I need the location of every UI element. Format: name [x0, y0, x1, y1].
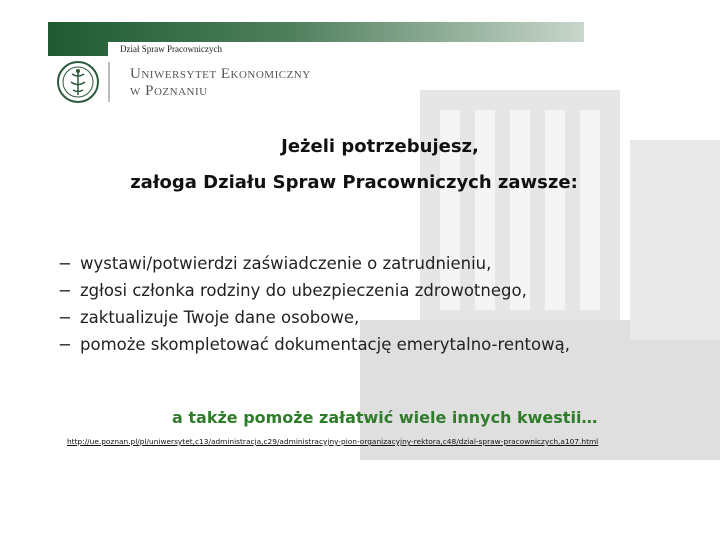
logo-divider [108, 62, 110, 102]
title-line-1: Jeżeli potrzebujesz, [281, 136, 479, 157]
dash-bullet-icon: − [58, 254, 72, 273]
list-item [58, 306, 570, 333]
list-item-text: zgłosi członka rodziny do ubezpieczenia zdrowotnego, [80, 281, 527, 300]
list-item-text: pomoże skompletować dokumentację emerytalno-rentową, [80, 335, 570, 354]
list-item-text: wystawi/potwierdzi zaświadczenie o zatrudnieniu, [80, 254, 492, 273]
logo-text [130, 66, 311, 100]
closing-statement: a także pomoże załatwić wiele innych kwestii… [172, 408, 598, 427]
department-page-link[interactable]: http://ue.poznan.pl/pl/uniwersytet,c13/administracja,c29/administracyjny-pion-organizacyjny-rektora,c48/dzial-spraw-pracowniczych,a107.html [67, 437, 599, 446]
list-item [58, 333, 570, 360]
university-seal-icon [56, 60, 100, 104]
services-list [58, 252, 570, 360]
title-line-2: załoga Działu Spraw Pracowniczych zawsze: [130, 172, 578, 193]
list-item [58, 252, 570, 279]
university-logo [56, 58, 356, 108]
dash-bullet-icon: − [58, 281, 72, 300]
list-item-text: zaktualizuje Twoje dane osobowe, [80, 308, 360, 327]
department-label: Dział Spraw Pracowniczych [120, 44, 222, 54]
list-item [58, 279, 570, 306]
logo-text-line1: Uniwersytet Ekonomiczny [130, 66, 311, 82]
logo-text-line2: w Poznaniu [130, 83, 208, 99]
dash-bullet-icon: − [58, 308, 72, 327]
dash-bullet-icon: − [58, 335, 72, 354]
